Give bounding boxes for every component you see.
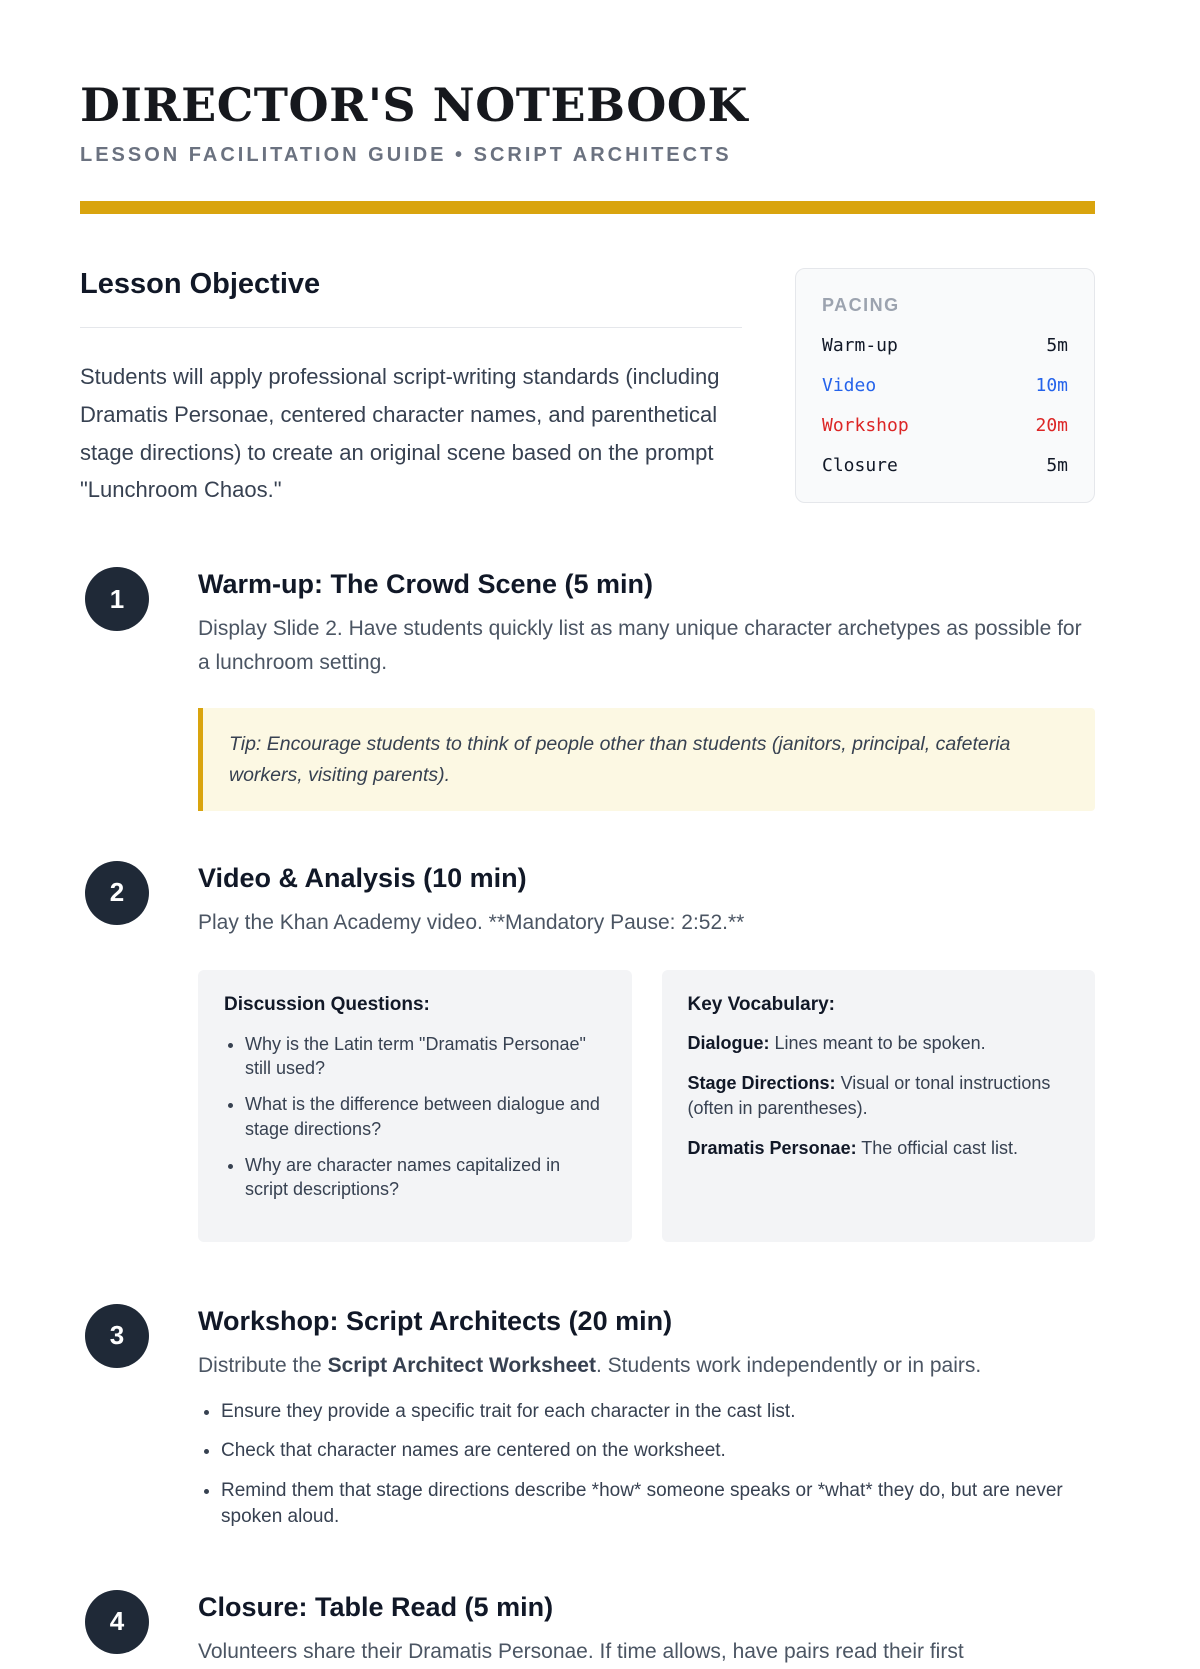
vocab-term: Stage Directions: — [687, 1072, 836, 1093]
bullet-item: • Remind them that stage directions describe *how* someone speaks or *what* they do, but are never spoken aloud. — [221, 1478, 1095, 1531]
pacing-row-closure — [822, 455, 1068, 476]
pacing-time: 10m — [1035, 375, 1068, 396]
section-content — [198, 1590, 1095, 1669]
vocabulary-box — [662, 970, 1096, 1242]
vocab-entry — [688, 1136, 1070, 1161]
pacing-heading: PACING — [822, 295, 900, 315]
discussion-item: • Why is the Latin term "Dramatis Personae" still used? — [245, 1032, 606, 1081]
step-badge-3 — [85, 1304, 149, 1368]
vocab-entry — [688, 1031, 1070, 1056]
objective-divider — [80, 327, 742, 328]
section-warmup — [80, 567, 1095, 810]
section-title: Video & Analysis (10 min) — [198, 862, 527, 893]
lesson-objective-text: Students will apply professional script-writing standards (including Dramatis Personae, centered character names, and parenthetical stage directions) to create an original scene based on the prompt "Lunchroom Chaos." — [80, 364, 720, 503]
vocabulary-heading: Key Vocabulary: — [687, 993, 835, 1015]
vocab-definition: The official cast list. — [861, 1138, 1018, 1159]
section-title: Closure: Table Read (5 min) — [198, 1591, 554, 1622]
header — [80, 78, 1095, 214]
section-title: Workshop: Script Architects (20 min) — [198, 1305, 673, 1336]
section-video — [80, 861, 1095, 1242]
info-boxes — [198, 970, 1095, 1242]
vocab-term: Dialogue: — [687, 1032, 770, 1053]
tip-callout — [198, 708, 1095, 810]
pacing-time: 5m — [1046, 455, 1068, 476]
vocab-definition: Visual or tonal instructions (often in parentheses). — [687, 1072, 1051, 1119]
lesson-objective-heading: Lesson Objective — [80, 268, 321, 300]
lesson-objective-section — [80, 268, 742, 509]
step-number: 1 — [109, 583, 125, 614]
pacing-row-warmup — [822, 335, 1068, 356]
step-number: 4 — [109, 1606, 125, 1637]
section-body: Display Slide 2. Have students quickly list as many unique character archetypes as possible for a lunchroom setting. — [198, 617, 1082, 675]
discussion-item: • Why are character names capitalized in script descriptions? — [245, 1153, 606, 1202]
bullet-item: • Ensure they provide a specific trait for each character in the cast list. — [221, 1399, 1095, 1426]
discussion-heading: Discussion Questions: — [224, 993, 430, 1015]
section-content — [198, 567, 1095, 810]
pacing-label: Warm-up — [822, 335, 898, 356]
vocab-entry — [688, 1071, 1070, 1121]
section-body: Play the Khan Academy video. **Mandatory Pause: 2:52.** — [198, 910, 745, 934]
discussion-list — [245, 1032, 606, 1202]
section-closure — [80, 1590, 1095, 1669]
vocab-definition: Lines meant to be spoken. — [774, 1032, 986, 1053]
pacing-label: Closure — [822, 455, 898, 476]
pacing-time: 5m — [1046, 335, 1068, 356]
section-workshop — [80, 1304, 1095, 1544]
accent-divider — [80, 201, 1095, 214]
step-number: 3 — [109, 1320, 125, 1351]
pacing-row-video — [822, 375, 1068, 396]
objective-row — [80, 268, 1095, 509]
vocab-term: Dramatis Personae: — [687, 1138, 857, 1159]
pacing-card — [795, 268, 1095, 503]
tip-text: Tip: Encourage students to think of people other than students (janitors, principal, cafeteria workers, visiting parents). — [203, 708, 1095, 810]
pacing-label: Video — [822, 375, 877, 396]
section-content — [198, 861, 1095, 1242]
discussion-item: • What is the difference between dialogue and stage directions? — [245, 1092, 606, 1141]
page-title: DIRECTOR'S NOTEBOOK — [80, 78, 748, 132]
discussion-box — [198, 970, 632, 1242]
step-badge-2 — [85, 861, 149, 925]
step-number: 2 — [109, 877, 125, 908]
body-bold-text: Script Architect Worksheet — [327, 1353, 596, 1377]
bullet-item: • Check that character names are centered on the worksheet. — [221, 1438, 1095, 1465]
pacing-label: Workshop — [822, 415, 909, 436]
workshop-bullet-list — [221, 1399, 1095, 1531]
section-body: Volunteers share their Dramatis Personae. If time allows, have pairs read their first — [198, 1639, 964, 1663]
step-badge-1 — [85, 567, 149, 631]
pacing-time: 20m — [1035, 415, 1068, 436]
page-subtitle: LESSON FACILITATION GUIDE • SCRIPT ARCHITECTS — [80, 144, 732, 166]
section-title: Warm-up: The Crowd Scene (5 min) — [198, 569, 654, 600]
section-content — [198, 1304, 1095, 1544]
body-text: . Students work independently or in pairs. — [595, 1353, 982, 1377]
pacing-row-workshop — [822, 415, 1068, 436]
body-text: Distribute the — [198, 1353, 328, 1377]
section-body — [198, 1349, 1095, 1383]
